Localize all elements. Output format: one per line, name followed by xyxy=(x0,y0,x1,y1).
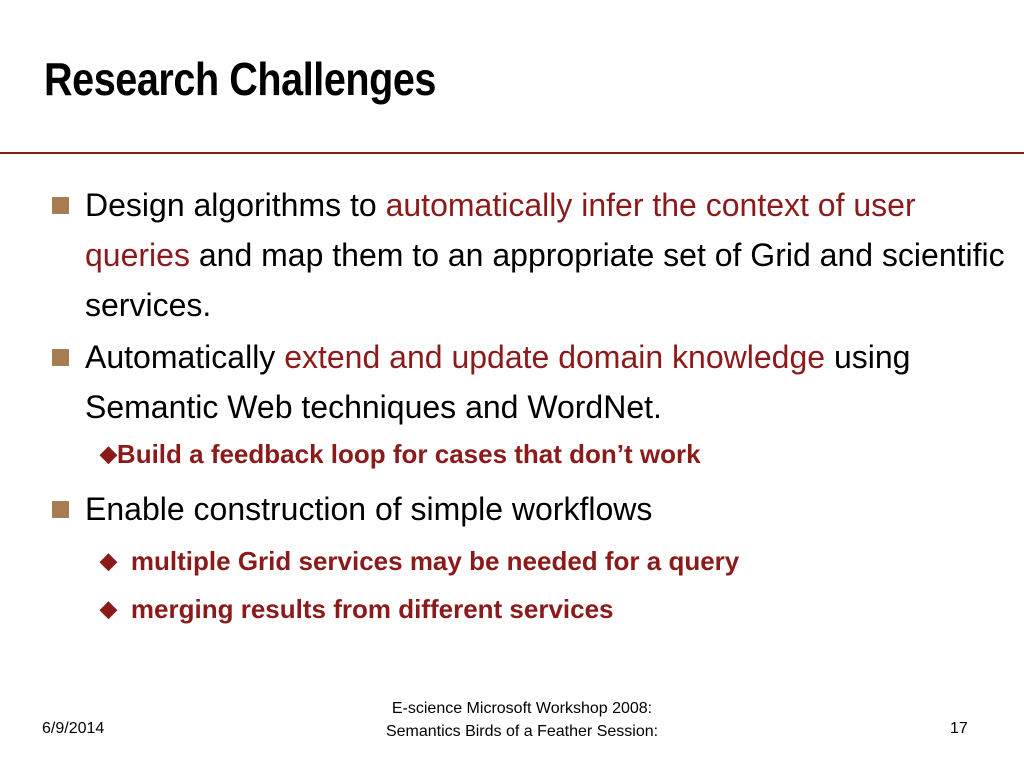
bullet-text-1 xyxy=(85,180,1012,330)
bullet-item-3 xyxy=(52,484,1012,534)
sub-bullet-item xyxy=(100,591,1000,627)
footer-caption xyxy=(300,697,744,743)
slide-title: Research Challenges xyxy=(44,53,437,105)
sub-bullet-item xyxy=(100,543,1000,579)
square-bullet-icon xyxy=(52,501,69,518)
bullet-text-2 xyxy=(85,332,1012,432)
bullet-text-plain: Automatically xyxy=(85,339,285,375)
bullet-text-highlight: extend and update domain knowledge xyxy=(284,339,826,375)
bullet-text-plain: Enable construction of simple workflows xyxy=(85,491,653,527)
diamond-bullet-icon: ◆ xyxy=(100,596,117,621)
sub-bullet-item xyxy=(100,436,1000,472)
page-number: 17 xyxy=(950,720,968,737)
sub-bullet-text: merging results from different services xyxy=(130,594,614,624)
bullet-text-3 xyxy=(85,484,1012,534)
footer-date: 6/9/2014 xyxy=(42,720,105,737)
bullet-text-plain: and map them to an appropriate set of Grid and scientific services. xyxy=(85,237,1005,323)
footer-caption-line-2: Semantics Birds of a Feather Session: xyxy=(385,723,659,740)
bullet-text-plain: using Semantic Web techniques and WordNet. xyxy=(85,339,911,425)
sub-bullet-text: multiple Grid services may be needed for a query xyxy=(130,546,740,576)
sub-bullet-text: Build a feedback loop for cases that don’t work xyxy=(116,439,701,469)
footer-caption-line-1: E-science Microsoft Workshop 2008: xyxy=(391,700,653,717)
bullet-item-2 xyxy=(52,332,1012,432)
bullet-item-1 xyxy=(52,180,1012,330)
diamond-bullet-icon: ◆ xyxy=(100,441,117,466)
square-bullet-icon xyxy=(52,197,69,214)
bullet-text-plain: Design algorithms to xyxy=(85,187,386,223)
square-bullet-icon xyxy=(52,349,69,366)
diamond-bullet-icon: ◆ xyxy=(100,548,117,573)
bullet-text-highlight: automatically infer the context of user queries xyxy=(85,187,916,273)
